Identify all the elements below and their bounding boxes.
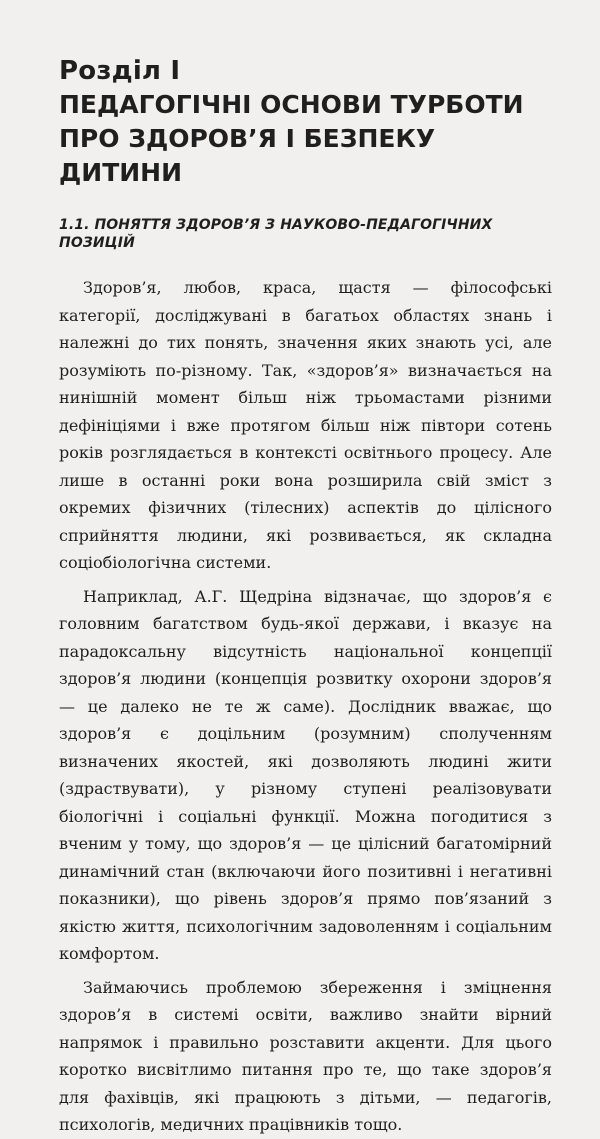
paragraph: Наприклад, А.Г. Щедріна відзначає, що здоров’я є головним багатством будь-якої держави, і вказує на парадоксальну відсутність національної концепції здоров’я людини (концепція розвитку охорони здоров’я — це далеко не те ж саме). Дослідник вважає, що здоров’я є доцільним (розумним) сполученням визначених якостей, які дозволяють людині жити (здраствувати), у різному ступені реалізовувати біологічні і соціальні функції. Можна погодитися з вченим у тому, що здоров’я — це цілісний багатомірний динамічний стан (включаючи його позитивні і негативні показники), що рівень здоров’я прямо пов’язаний з якістю життя, психологічним задоволенням і соціальним комфортом.	[59, 586, 552, 963]
chapter-title: ПЕДАГОГІЧНІ ОСНОВИ ТУРБОТИ ПРО ЗДОРОВ’Я І БЕЗПЕКУ ДИТИНИ	[59, 90, 524, 187]
paragraph: Здоров’я, любов, краса, щастя — філософські категорії, досліджувані в багатьох областях знань і належні до тих понять, значення яких знають усі, але розуміють по-різному. Так, «здоров’я» визначається на нинішній момент більш ніж трьомастами різними дефініціями і вже протягом більш ніж півтори сотень років розглядається в контексті освітнього процесу. Але лише в останні роки вона розширила свій зміст з окремих фізичних (тілесних) аспектів до цілісного сприйняття людини, які розвивається, як складна соціобіологічна системи.	[59, 278, 552, 572]
section-heading: 1.1. ПОНЯТТЯ ЗДОРОВ’Я З НАУКОВО-ПЕДАГОГІЧНИХ ПОЗИЦІЙ	[59, 217, 493, 251]
chapter-label: Розділ I	[59, 56, 181, 86]
body-text	[59, 274, 552, 1139]
paragraph: Займаючись проблемою збереження і зміцнення здоров’я в системі освіти, важливо знайти вірний напрямок і правильно розставити акценти. Для цього коротко висвітлимо питання про те, що таке здоров’я для фахівців, які працюють з дітьми, — педагогів, психологів, медичних працівників тощо.	[59, 977, 552, 1134]
